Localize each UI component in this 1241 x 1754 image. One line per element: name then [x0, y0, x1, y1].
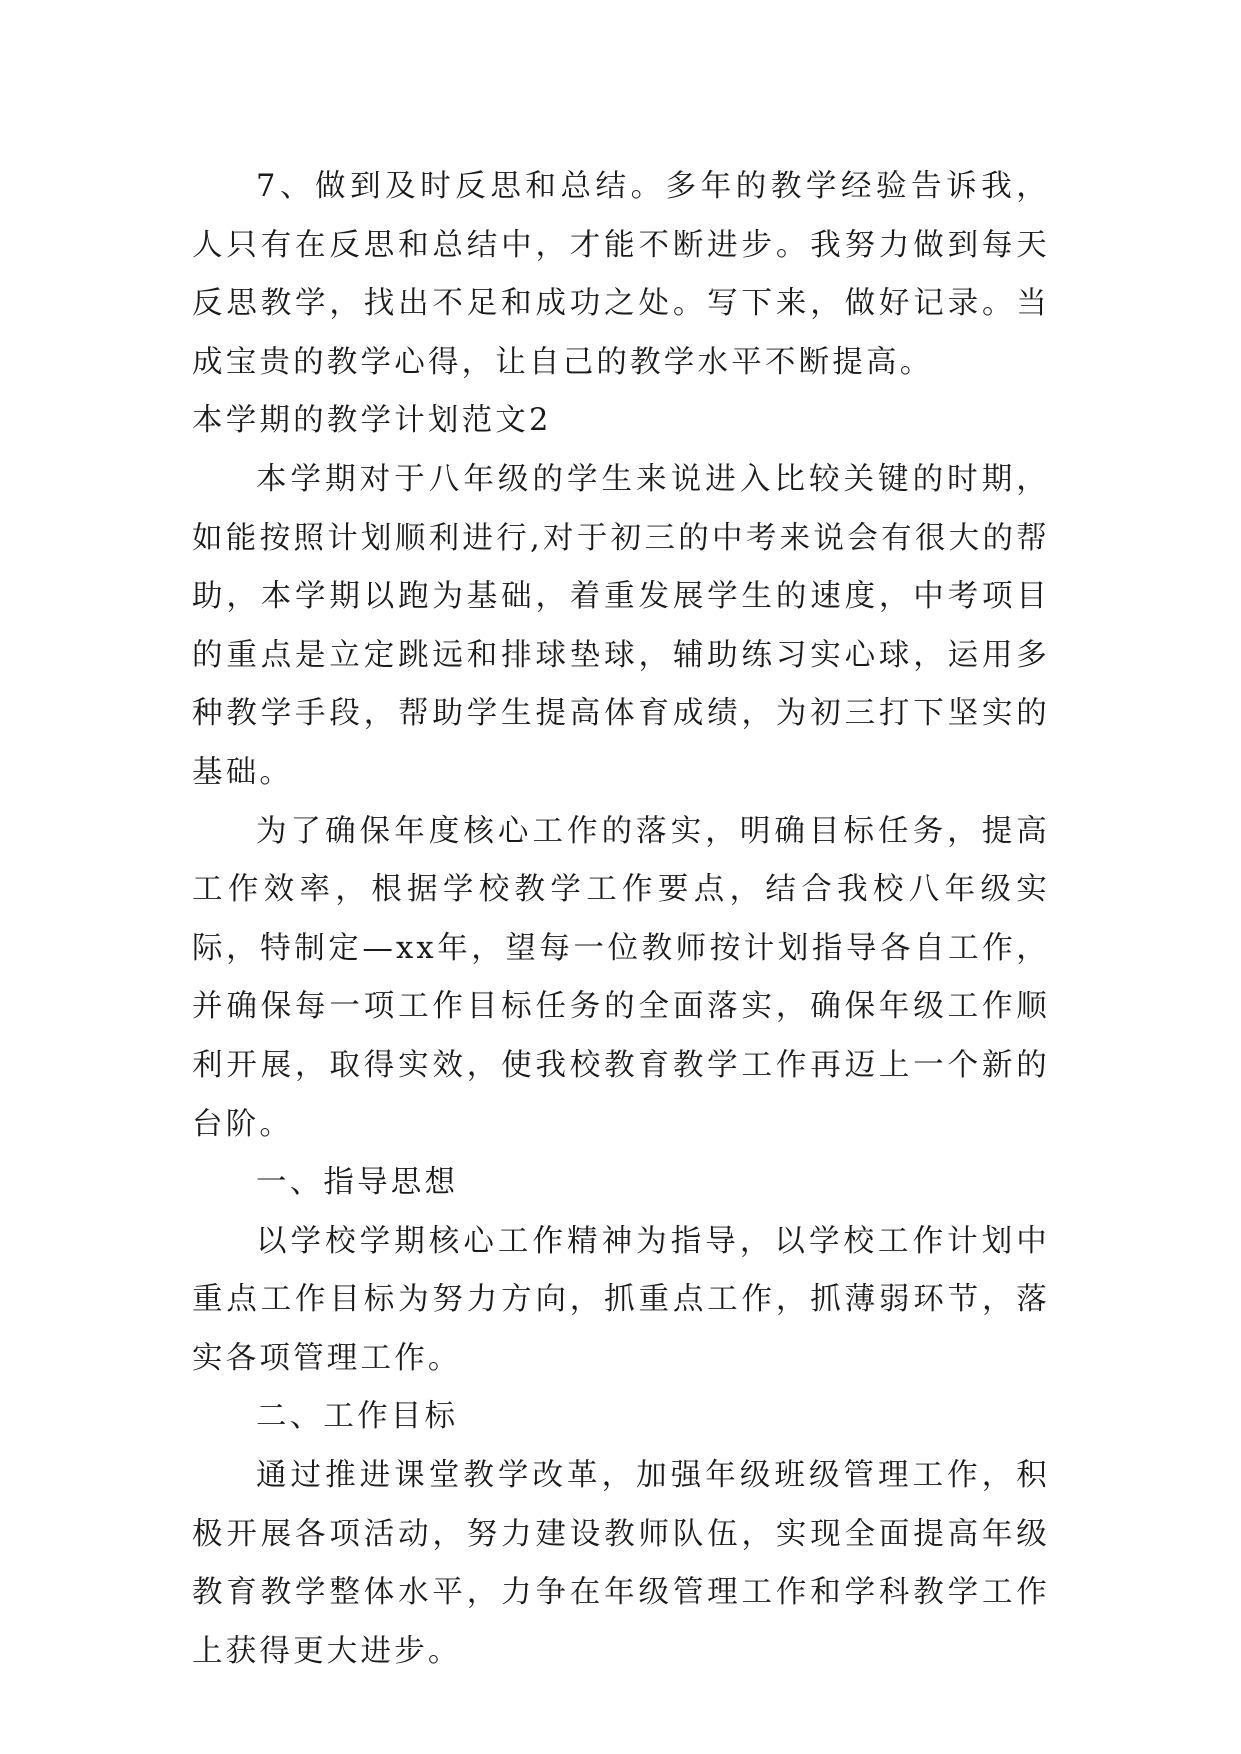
paragraph-work-goals: 通过推进课堂教学改革，加强年级班级管理工作，积极开展各项活动，努力建设教师队伍，实现全面提高年级教育教学整体水平，力争在年级管理工作和学科教学工作上获得更大进步。	[192, 1458, 1050, 1669]
paragraph-guiding-ideology: 以学校学期核心工作精神为指导，以学校工作计划中重点工作目标为努力方向，抓重点工作，抓薄弱环节，落实各项管理工作。	[192, 1223, 1050, 1376]
document-body	[192, 158, 1050, 1681]
paragraph-purpose: 为了确保年度核心工作的落实，明确目标任务，提高工作效率，根据学校教学工作要点，结合我校八年级实际，特制定—xx年，望每一位教师按计划指导各自工作，并确保每一项工作目标任务的全面落实，确保年级工作顺利开展，取得实效，使我校教育教学工作再迈上一个新的台阶。	[192, 813, 1050, 1142]
section-title: 本学期的教学计划范文2	[192, 403, 552, 439]
paragraph-semester-intro: 本学期对于八年级的学生来说进入比较关键的时期，如能按照计划顺利进行,对于初三的中考来说会有很大的帮助，本学期以跑为基础，着重发展学生的速度，中考项目的重点是立定跳远和排球垫球，辅助练习实心球，运用多种教学手段，帮助学生提高体育成绩，为初三打下坚实的基础。	[192, 461, 1050, 790]
heading-guiding-ideology: 一、指导思想	[256, 1165, 459, 1201]
paragraph-reflection: 7、做到及时反思和总结。多年的教学经验告诉我，人只有在反思和总结中，才能不断进步。我努力做到每天反思教学，找出不足和成功之处。写下来，做好记录。当成宝贵的教学心得，让自己的教学水平不断提高。	[192, 169, 1050, 380]
heading-work-goals: 二、工作目标	[256, 1399, 459, 1435]
